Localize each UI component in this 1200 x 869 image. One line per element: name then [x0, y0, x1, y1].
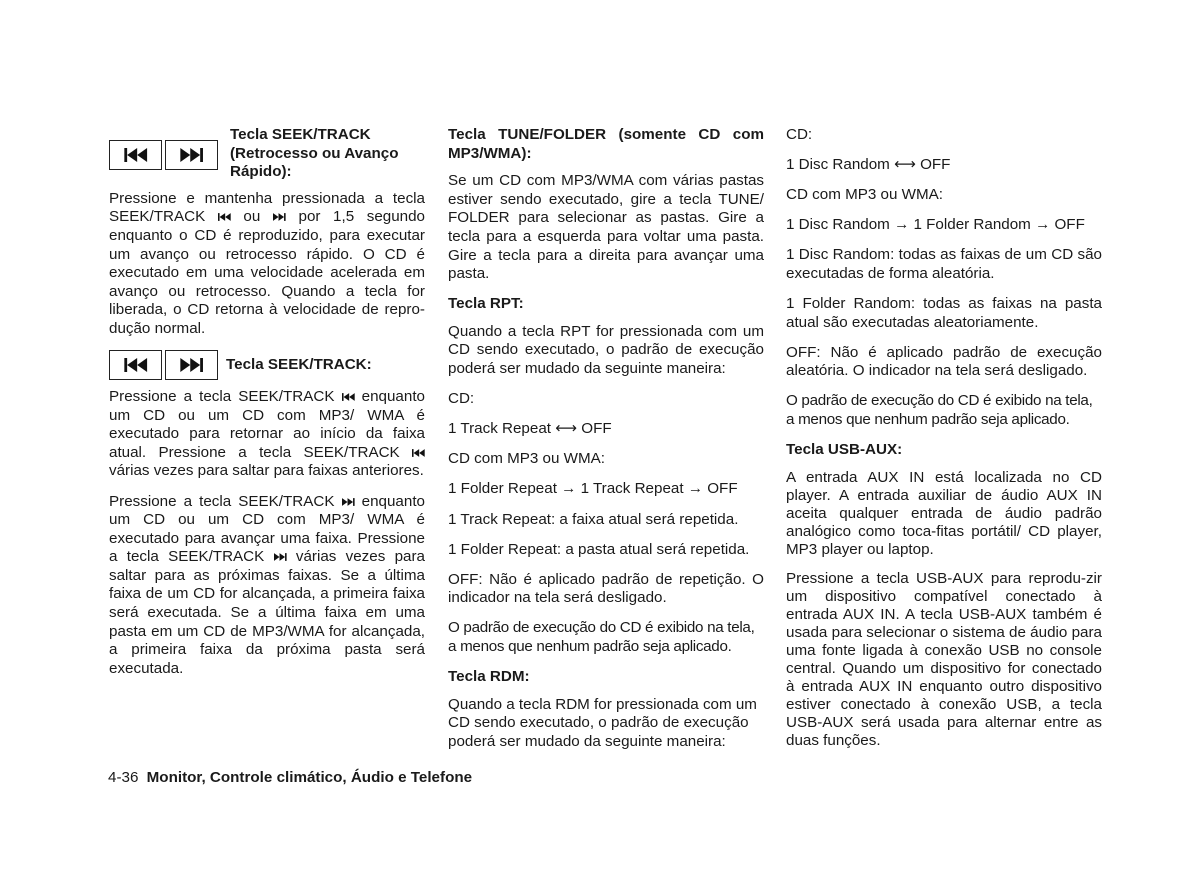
sequence-line: 1 Folder Repeat → 1 Track Repeat → OFF	[448, 480, 738, 498]
sequence-line: 1 Disc Random ⟷ OFF	[786, 156, 951, 174]
seek-track-buttons	[109, 140, 218, 170]
next-track-icon	[274, 552, 287, 562]
paragraph: Se um CD com MP3/WMA com várias pastas estiver sendo executado, gire a tecla TUNE/ FOLDER para selecionar as pastas. Gire a tecla para a esquerda para voltar uma pasta. Gire a tecla para a direita para avançar uma pasta.	[448, 172, 764, 283]
seek-track-header	[109, 350, 425, 380]
section-heading: Tecla SEEK/TRACK (Retrocesso ou Avanço Rápido):	[230, 126, 399, 181]
column-right	[786, 126, 1102, 762]
paragraph: 1 Track Repeat: a faixa atual será repetida.	[448, 510, 739, 528]
column-middle	[448, 126, 764, 763]
prev-track-icon	[412, 448, 425, 458]
section-heading: Tecla TUNE/FOLDER (somente CD com MP3/WMA):	[448, 126, 764, 162]
section-heading: Tecla USB-AUX:	[786, 441, 903, 459]
paragraph: Quando a tecla RPT for pressionada com um CD sendo executado, o padrão de execução poderá ser mudado da seguinte maneira:	[448, 322, 764, 378]
paragraph: OFF: Não é aplicado padrão de repetição. O indicador na tela será desligado.	[448, 570, 764, 607]
next-track-icon	[177, 358, 207, 372]
paragraph: Pressione a tecla USB-AUX para reprodu-zir um dispositivo compatível conectado à entrada AUX IN. A tecla USB-AUX também é usada para selecionar o sistema de áudio para uma fonte ligada à conexão USB no console central. Quando um dispositivo for conectado à entrada AUX IN enquanto outro dispositivo estiver conectado à conexão USB, a tecla USB-AUX será usada para alternar entre as duas funções.	[786, 570, 1102, 750]
prev-track-icon	[218, 212, 231, 222]
seek-forward-button-illustration	[165, 140, 218, 170]
sequence-line: 1 Track Repeat ⟷ OFF	[448, 420, 612, 438]
seek-back-button-illustration	[109, 140, 162, 170]
paragraph: O padrão de execução do CD é exibido na tela, a menos que nenhum padrão seja aplicado.	[786, 392, 1093, 429]
paragraph: O padrão de execução do CD é exibido na tela, a menos que nenhum padrão seja aplicado.	[448, 619, 755, 655]
paragraph: 1 Folder Repeat: a pasta atual será repetida.	[448, 540, 750, 558]
paragraph: 1 Folder Random: todas as faixas na pasta atual são executadas aleatoriamente.	[786, 295, 1102, 331]
seek-forward-button-illustration	[165, 350, 218, 380]
paragraph: A entrada AUX IN está localizada no CD player. A entrada auxiliar de áudio AUX IN aceita qualquer entrada de áudio padrão analógico como toca-fitas portátil/ CD player, MP3 player ou laptop.	[786, 468, 1102, 558]
bidirectional-arrow-icon: ⟷	[555, 420, 578, 438]
section-heading: Tecla SEEK/TRACK:	[226, 355, 372, 373]
paragraph: Pressione e mantenha pressionada a tecla SEEK/TRACK ou por 1,5 segundo enquanto o CD é reproduzido, para executar um avanço ou retrocesso rápido. O CD é executado em uma velocidade acelerada em avanço ou retrocesso. Quando a tecla for liberada, o CD retorna à velocidade de repro-dução normal.	[109, 189, 425, 337]
prev-track-icon	[342, 392, 355, 402]
prev-track-icon	[121, 148, 151, 162]
paragraph: CD com MP3 ou WMA:	[448, 450, 605, 468]
next-track-icon	[177, 148, 207, 162]
page-number: 4-36	[108, 769, 139, 786]
seek-track-buttons	[109, 350, 218, 380]
right-arrow-icon: →	[1035, 216, 1051, 234]
sequence-line: 1 Disc Random → 1 Folder Random → OFF	[786, 216, 1085, 234]
paragraph: Pressione a tecla SEEK/TRACK enquanto um CD ou um CD com MP3/ WMA é executado para avançar uma faixa. Pressione a tecla SEEK/TRACK várias vezes para saltar para as próximas faixas. Se a última faixa de um CD for alcançada, a primeira faixa será executada. Se a última faixa em uma pasta em um CD de MP3/WMA for alcançada, a primeira faixa da próxima pasta será executada.	[109, 492, 425, 677]
chapter-title: Monitor, Controle climático, Áudio e Telefone	[146, 769, 473, 786]
paragraph: 1 Disc Random: todas as faixas de um CD são executadas de forma aleatória.	[786, 246, 1102, 282]
paragraph: CD:	[448, 390, 475, 408]
seek-track-fast-header	[109, 126, 425, 182]
paragraph: CD com MP3 ou WMA:	[786, 186, 943, 204]
seek-back-button-illustration	[109, 350, 162, 380]
bidirectional-arrow-icon: ⟷	[894, 156, 916, 174]
prev-track-icon	[121, 358, 151, 372]
right-arrow-icon: →	[687, 480, 703, 498]
section-heading: Tecla RDM:	[448, 668, 530, 686]
right-arrow-icon: →	[894, 216, 910, 234]
next-track-icon	[273, 212, 286, 222]
paragraph: Pressione a tecla SEEK/TRACK enquanto um CD ou um CD com MP3/ WMA é executado para retornar ao início da faixa atual. Pressione a tecla SEEK/TRACK várias vezes para saltar para faixas anteriores.	[109, 388, 425, 480]
section-heading: Tecla RPT:	[448, 295, 524, 313]
column-left	[109, 126, 425, 690]
paragraph: CD:	[786, 126, 813, 143]
right-arrow-icon: →	[561, 480, 577, 498]
page-footer	[108, 769, 472, 786]
paragraph: Quando a tecla RDM for pressionada com um CD sendo executado, o padrão de execução poderá ser mudado da seguinte maneira:	[448, 695, 757, 750]
next-track-icon	[342, 497, 355, 507]
paragraph: OFF: Não é aplicado padrão de execução aleatória. O indicador na tela será desligado.	[786, 343, 1102, 380]
